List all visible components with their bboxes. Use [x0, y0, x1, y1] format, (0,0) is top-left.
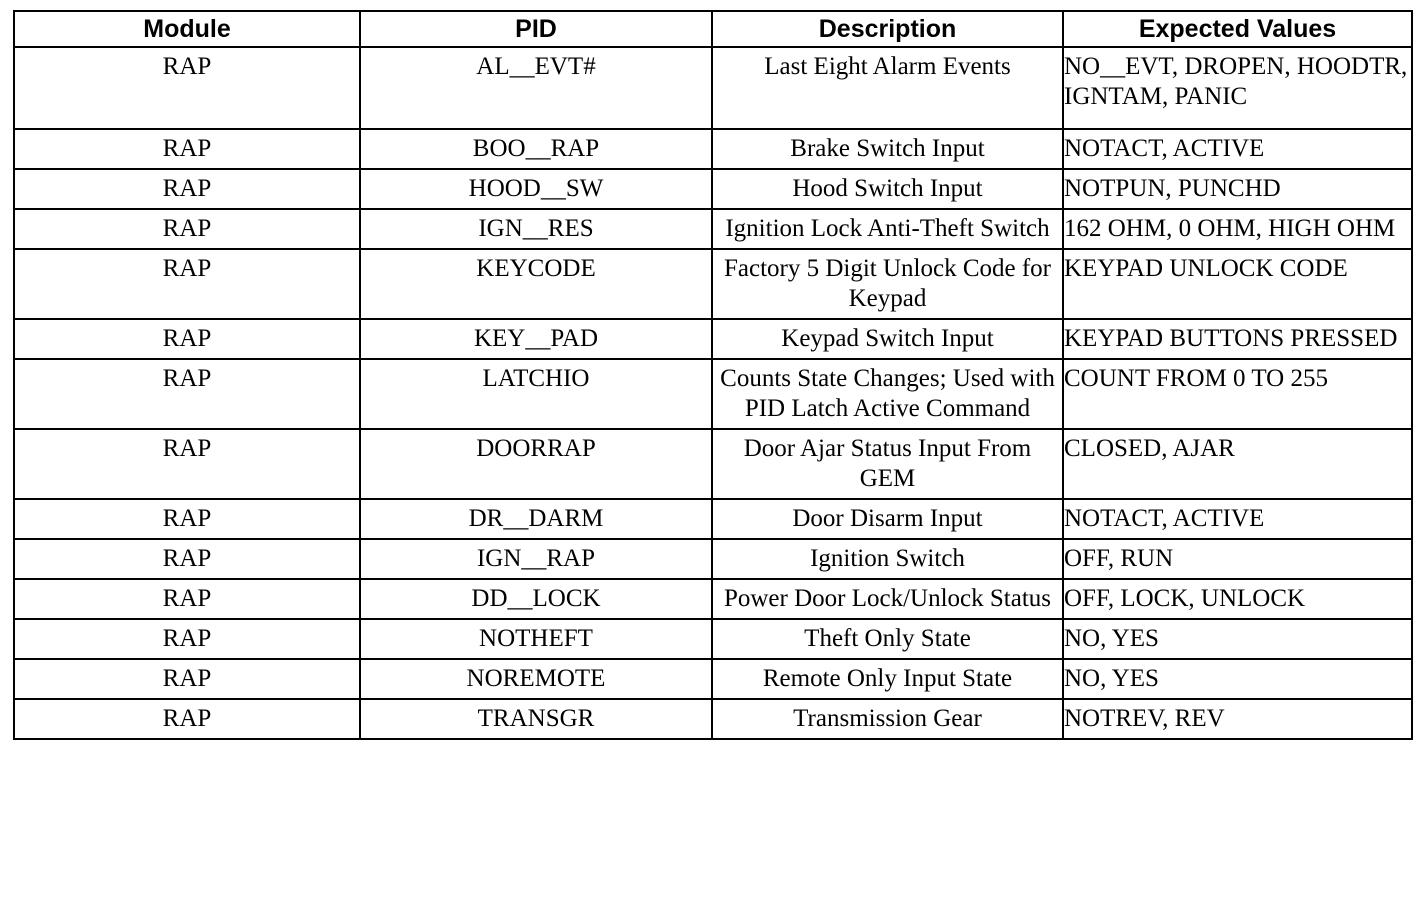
table-row [14, 359, 1412, 429]
table-row [14, 319, 1412, 359]
table-row [14, 129, 1412, 169]
cell-expected-values: KEYPAD BUTTONS PRESSED [1063, 319, 1412, 359]
cell-description: Ignition Switch [712, 539, 1063, 579]
cell-description: Remote Only Input State [712, 659, 1063, 699]
cell-module: RAP [14, 319, 360, 359]
table-row [14, 499, 1412, 539]
cell-expected-values: NO, YES [1063, 619, 1412, 659]
table-row [14, 249, 1412, 319]
cell-module: RAP [14, 499, 360, 539]
cell-module: RAP [14, 249, 360, 319]
cell-module: RAP [14, 619, 360, 659]
cell-module: RAP [14, 579, 360, 619]
cell-module: RAP [14, 209, 360, 249]
header-description: Description [712, 11, 1063, 47]
cell-expected-values: CLOSED, AJAR [1063, 429, 1412, 499]
cell-description: Transmission Gear [712, 699, 1063, 739]
cell-pid: NOTHEFT [360, 619, 712, 659]
header-module: Module [14, 11, 360, 47]
cell-pid: AL__EVT# [360, 47, 712, 129]
header-expected-values: Expected Values [1063, 11, 1412, 47]
cell-expected-values: OFF, RUN [1063, 539, 1412, 579]
cell-expected-values: NO__EVT, DROPEN, HOODTR, IGNTAM, PANIC [1063, 47, 1412, 129]
cell-description: Door Ajar Status Input From GEM [712, 429, 1063, 499]
cell-module: RAP [14, 429, 360, 499]
cell-expected-values: NOTPUN, PUNCHD [1063, 169, 1412, 209]
cell-expected-values: NOTREV, REV [1063, 699, 1412, 739]
cell-expected-values: NO, YES [1063, 659, 1412, 699]
table-row [14, 47, 1412, 129]
cell-pid: KEY__PAD [360, 319, 712, 359]
cell-description: Ignition Lock Anti-Theft Switch [712, 209, 1063, 249]
cell-expected-values: OFF, LOCK, UNLOCK [1063, 579, 1412, 619]
cell-description: Theft Only State [712, 619, 1063, 659]
cell-module: RAP [14, 47, 360, 129]
cell-pid: DR__DARM [360, 499, 712, 539]
cell-pid: LATCHIO [360, 359, 712, 429]
cell-pid: DD__LOCK [360, 579, 712, 619]
table-row [14, 539, 1412, 579]
cell-description: Counts State Changes; Used with PID Latch Active Command [712, 359, 1063, 429]
cell-module: RAP [14, 359, 360, 429]
cell-description: Factory 5 Digit Unlock Code for Keypad [712, 249, 1063, 319]
cell-pid: KEYCODE [360, 249, 712, 319]
pid-table [13, 10, 1413, 740]
cell-expected-values: KEYPAD UNLOCK CODE [1063, 249, 1412, 319]
cell-pid: HOOD__SW [360, 169, 712, 209]
cell-description: Power Door Lock/Unlock Status [712, 579, 1063, 619]
cell-pid: IGN__RAP [360, 539, 712, 579]
cell-pid: DOORRAP [360, 429, 712, 499]
cell-expected-values: 162 OHM, 0 OHM, HIGH OHM [1063, 209, 1412, 249]
cell-pid: IGN__RES [360, 209, 712, 249]
table-row [14, 579, 1412, 619]
cell-description: Hood Switch Input [712, 169, 1063, 209]
table-row [14, 619, 1412, 659]
cell-description: Keypad Switch Input [712, 319, 1063, 359]
cell-pid: TRANSGR [360, 699, 712, 739]
table-row [14, 659, 1412, 699]
cell-description: Door Disarm Input [712, 499, 1063, 539]
cell-pid: NOREMOTE [360, 659, 712, 699]
table-row [14, 169, 1412, 209]
cell-expected-values: NOTACT, ACTIVE [1063, 499, 1412, 539]
header-pid: PID [360, 11, 712, 47]
cell-module: RAP [14, 129, 360, 169]
cell-module: RAP [14, 169, 360, 209]
table-row [14, 429, 1412, 499]
cell-description: Brake Switch Input [712, 129, 1063, 169]
cell-description: Last Eight Alarm Events [712, 47, 1063, 129]
cell-module: RAP [14, 659, 360, 699]
cell-expected-values: COUNT FROM 0 TO 255 [1063, 359, 1412, 429]
table-row [14, 209, 1412, 249]
header-row [14, 11, 1412, 47]
cell-expected-values: NOTACT, ACTIVE [1063, 129, 1412, 169]
cell-module: RAP [14, 699, 360, 739]
table-row [14, 699, 1412, 739]
cell-pid: BOO__RAP [360, 129, 712, 169]
cell-module: RAP [14, 539, 360, 579]
